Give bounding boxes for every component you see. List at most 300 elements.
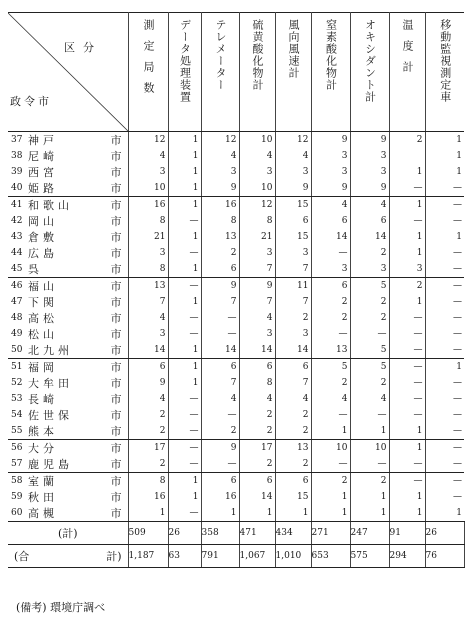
value-cell: 2 <box>239 407 275 423</box>
value-cell: — <box>453 216 462 226</box>
diagonal-divider <box>8 13 128 131</box>
value-cell: 14 <box>239 342 275 359</box>
value-cell: — <box>168 245 201 261</box>
row-number: 44 <box>11 248 23 258</box>
city-cell <box>28 164 128 180</box>
value-cell: 6 <box>201 359 239 376</box>
city-name: 室蘭 <box>28 475 58 488</box>
value-cell: 1 <box>389 489 425 505</box>
value-cell: — <box>453 476 462 486</box>
value-cell: — <box>201 310 239 326</box>
value-cell: 5 <box>350 278 389 295</box>
value-cell: — <box>389 213 425 229</box>
value-cell: 1 <box>350 505 389 522</box>
row-number: 56 <box>11 443 23 453</box>
row-number: 37 <box>11 135 23 145</box>
city-cell <box>28 229 128 245</box>
subtotal-value: 247 <box>350 522 389 545</box>
value-cell: — <box>389 359 425 376</box>
city-suffix: 市 <box>110 458 122 471</box>
value-cell: 1 <box>168 229 201 245</box>
city-suffix: 市 <box>110 393 122 406</box>
grand-total-value: 1,010 <box>275 545 311 568</box>
row-number: 54 <box>11 410 23 420</box>
value-cell: 2 <box>275 456 311 473</box>
value-cell: 4 <box>275 148 311 164</box>
city-suffix: 市 <box>110 247 122 260</box>
value-cell: 8 <box>128 261 168 278</box>
value-cell: 1 <box>456 151 462 161</box>
city-name: 長崎 <box>28 393 58 406</box>
subtotal-value: 271 <box>311 522 350 545</box>
city-cell <box>28 261 128 278</box>
value-cell: — <box>425 261 464 278</box>
row-number: 58 <box>11 476 23 486</box>
value-cell: 13 <box>128 278 168 295</box>
table-row <box>8 489 464 505</box>
value-cell: 13 <box>201 229 239 245</box>
value-cell: — <box>389 180 425 197</box>
city-suffix: 市 <box>110 409 122 422</box>
value-cell: 3 <box>239 326 275 342</box>
value-cell: — <box>389 456 425 473</box>
value-cell: 1 <box>456 167 462 177</box>
value-cell: 6 <box>239 359 275 376</box>
city-cell <box>28 505 128 522</box>
city-suffix: 市 <box>110 134 122 147</box>
table-row <box>8 310 464 326</box>
city-cell <box>28 440 128 457</box>
city-cell <box>28 456 128 473</box>
value-cell: 7 <box>239 294 275 310</box>
value-cell: 7 <box>239 261 275 278</box>
value-cell: — <box>168 423 201 440</box>
city-suffix: 市 <box>110 377 122 390</box>
row-number: 41 <box>11 200 23 210</box>
row-number: 50 <box>8 342 28 359</box>
value-cell: 3 <box>128 164 168 180</box>
city-suffix: 市 <box>110 166 122 179</box>
col-header-temperature: 温度計 <box>389 13 425 132</box>
value-cell: — <box>453 394 462 404</box>
subtotal-value: 358 <box>201 522 239 545</box>
value-cell: 9 <box>201 180 239 197</box>
table-row <box>8 132 464 149</box>
subtotal-value: 434 <box>275 522 311 545</box>
city-cell <box>28 326 128 342</box>
value-cell: 8 <box>239 375 275 391</box>
value-cell: 8 <box>201 213 239 229</box>
value-cell: — <box>350 456 389 473</box>
value-cell: 6 <box>201 473 239 490</box>
value-cell: — <box>453 329 462 339</box>
value-cell: — <box>389 375 425 391</box>
table-row <box>8 180 464 197</box>
row-number: 52 <box>11 378 23 388</box>
value-cell: 6 <box>275 213 311 229</box>
city-suffix: 市 <box>110 199 122 212</box>
city-name: 呉 <box>28 263 43 276</box>
city-cell <box>28 180 128 197</box>
row-number: 38 <box>11 151 23 161</box>
value-cell: 8 <box>128 213 168 229</box>
table-row <box>8 359 464 376</box>
value-cell: 1 <box>168 359 201 376</box>
table-row <box>8 197 464 214</box>
value-cell: 5 <box>350 359 389 376</box>
value-cell: 2 <box>389 132 425 149</box>
value-cell: 16 <box>201 489 239 505</box>
table-row <box>8 440 464 457</box>
value-cell: 1 <box>456 232 462 242</box>
value-cell: 1 <box>456 135 462 145</box>
value-cell: 10 <box>128 180 168 197</box>
value-cell: — <box>389 342 425 359</box>
row-number: 46 <box>11 281 23 291</box>
value-cell: 1 <box>168 342 201 359</box>
row-number: 48 <box>11 313 23 323</box>
value-cell: 4 <box>128 391 168 407</box>
value-cell: 1 <box>425 505 464 522</box>
row-number: 47 <box>11 297 23 307</box>
value-cell: — <box>425 423 464 440</box>
corner-header-cell <box>8 13 128 132</box>
value-cell: 1 <box>389 440 425 457</box>
value-cell: 1 <box>128 505 168 522</box>
table-row <box>8 213 464 229</box>
table-row <box>8 505 464 522</box>
value-cell: 16 <box>128 197 168 214</box>
city-cell <box>28 391 128 407</box>
city-cell <box>28 294 128 310</box>
value-cell: 5 <box>350 342 389 359</box>
value-cell: 3 <box>275 164 311 180</box>
value-cell: 2 <box>128 407 168 423</box>
value-cell: 1 <box>389 505 425 522</box>
table-row <box>8 229 464 245</box>
value-cell: — <box>350 326 389 342</box>
row-number: 49 <box>11 329 23 339</box>
value-cell: 5 <box>311 359 350 376</box>
city-name: 秋田 <box>28 491 58 504</box>
value-cell: — <box>168 310 201 326</box>
city-suffix: 市 <box>110 231 122 244</box>
city-cell <box>28 213 128 229</box>
city-name: 広島 <box>28 247 58 260</box>
value-cell: 9 <box>311 180 350 197</box>
value-cell: 3 <box>350 261 389 278</box>
city-cell <box>28 407 128 423</box>
grand-total-value: 1,067 <box>239 545 275 568</box>
city-cell <box>28 423 128 440</box>
col-header-telemeter: テレメーター <box>201 13 239 132</box>
grand-total-value: 1,187 <box>128 545 168 568</box>
value-cell: 2 <box>311 473 350 490</box>
value-cell: 8 <box>128 473 168 490</box>
value-cell: 2 <box>389 278 425 295</box>
city-name: 高槻 <box>28 507 58 520</box>
table-row <box>8 148 464 164</box>
value-cell: — <box>168 213 201 229</box>
value-cell: — <box>389 310 425 326</box>
value-cell: — <box>168 391 201 407</box>
value-cell: 4 <box>201 148 239 164</box>
value-cell: 7 <box>275 294 311 310</box>
value-cell: 12 <box>128 132 168 149</box>
value-cell: 14 <box>350 229 389 245</box>
value-cell: 2 <box>350 375 389 391</box>
value-cell: 4 <box>350 197 389 214</box>
value-cell: 1 <box>201 505 239 522</box>
city-suffix: 市 <box>110 361 122 374</box>
value-cell: 6 <box>128 359 168 376</box>
value-cell: 17 <box>128 440 168 457</box>
value-cell: 1 <box>168 180 201 197</box>
value-cell: — <box>168 278 201 295</box>
value-cell: 2 <box>311 375 350 391</box>
value-cell: 14 <box>201 342 239 359</box>
value-cell: 15 <box>275 197 311 214</box>
table-row <box>8 423 464 440</box>
value-cell: 16 <box>201 197 239 214</box>
value-cell: — <box>168 407 201 423</box>
value-cell: 1 <box>239 505 275 522</box>
grand-total-value: 76 <box>425 545 464 568</box>
city-suffix: 市 <box>110 442 122 455</box>
value-cell: 21 <box>128 229 168 245</box>
value-cell: 10 <box>239 180 275 197</box>
value-cell: 2 <box>311 310 350 326</box>
value-cell: 12 <box>239 197 275 214</box>
value-cell: 3 <box>311 164 350 180</box>
table-row <box>8 456 464 473</box>
grand-total-value: 294 <box>389 545 425 568</box>
value-cell: 12 <box>201 132 239 149</box>
value-cell: 9 <box>350 132 389 149</box>
value-cell: 3 <box>389 261 425 278</box>
value-cell: 3 <box>350 164 389 180</box>
value-cell: 16 <box>128 489 168 505</box>
subtotal-value: 26 <box>168 522 201 545</box>
header-row <box>8 13 464 132</box>
value-cell: 2 <box>350 473 389 490</box>
value-cell: 1 <box>389 164 425 180</box>
value-cell: — <box>425 180 464 197</box>
city-suffix: 市 <box>110 215 122 228</box>
value-cell: 9 <box>239 278 275 295</box>
value-cell: 10 <box>239 132 275 149</box>
city-name: 佐世保 <box>28 409 73 422</box>
value-cell: 2 <box>128 423 168 440</box>
value-cell: 1 <box>168 294 201 310</box>
value-cell: 3 <box>275 326 311 342</box>
value-cell: — <box>168 326 201 342</box>
table-row <box>8 278 464 295</box>
value-cell: 1 <box>168 473 201 490</box>
value-cell <box>389 148 425 164</box>
value-cell: — <box>453 248 462 258</box>
city-cell <box>28 132 128 149</box>
value-cell: 3 <box>275 245 311 261</box>
city-suffix: 市 <box>110 491 122 504</box>
city-suffix: 市 <box>110 182 122 195</box>
grand-total-label-left: (合 <box>14 550 30 563</box>
city-name: 下関 <box>28 296 58 309</box>
subtotal-value: 471 <box>239 522 275 545</box>
value-cell: 9 <box>201 440 239 457</box>
value-cell: 3 <box>311 261 350 278</box>
col-header-oxidant: オキシダント計 <box>350 13 389 132</box>
value-cell: 3 <box>128 245 168 261</box>
value-cell: 15 <box>275 229 311 245</box>
value-cell: 7 <box>275 261 311 278</box>
value-cell: 1 <box>389 229 425 245</box>
city-suffix: 市 <box>110 507 122 520</box>
value-cell: — <box>425 456 464 473</box>
table-body <box>8 132 464 568</box>
grand-total-label <box>8 545 128 568</box>
value-cell: 2 <box>311 294 350 310</box>
value-cell: 9 <box>201 278 239 295</box>
value-cell: 2 <box>201 423 239 440</box>
table-row <box>8 294 464 310</box>
city-name: 北九州 <box>28 344 73 357</box>
city-name: 尼崎 <box>28 150 58 163</box>
value-cell: — <box>453 297 462 307</box>
city-cell <box>28 473 128 490</box>
value-cell: 4 <box>201 391 239 407</box>
value-cell: 3 <box>128 326 168 342</box>
value-cell: — <box>201 456 239 473</box>
city-name: 岡山 <box>28 215 58 228</box>
value-cell: 6 <box>239 473 275 490</box>
city-name: 高松 <box>28 312 58 325</box>
value-cell: 4 <box>311 197 350 214</box>
city-cell <box>28 310 128 326</box>
value-cell: — <box>311 456 350 473</box>
city-cell <box>28 245 128 261</box>
value-cell: 1 <box>168 197 201 214</box>
city-cell <box>28 342 128 359</box>
value-cell: 1 <box>168 164 201 180</box>
subtotal-value: 91 <box>389 522 425 545</box>
value-cell: — <box>453 313 462 323</box>
row-number: 60 <box>8 505 28 522</box>
value-cell: — <box>389 391 425 407</box>
value-cell: — <box>168 440 201 457</box>
value-cell: 1 <box>350 423 389 440</box>
value-cell: 2 <box>350 294 389 310</box>
value-cell: 4 <box>239 148 275 164</box>
value-cell: 6 <box>275 473 311 490</box>
value-cell: 3 <box>201 164 239 180</box>
value-cell: — <box>350 407 389 423</box>
col-header-mobile-vehicle: 移動監視測定車 <box>425 13 464 132</box>
subtotal-row <box>8 522 464 545</box>
table-row <box>8 164 464 180</box>
corner-city-label: 政令市 <box>10 95 52 108</box>
value-cell: 13 <box>275 440 311 457</box>
value-cell: 1 <box>389 245 425 261</box>
value-cell: 1 <box>311 489 350 505</box>
grand-total-value: 63 <box>168 545 201 568</box>
value-cell: 9 <box>275 180 311 197</box>
value-cell: 3 <box>239 164 275 180</box>
city-name: 熊本 <box>28 425 58 438</box>
value-cell: 1 <box>168 132 201 149</box>
col-header-wind: 風向風速計 <box>275 13 311 132</box>
grand-total-label-right: 計) <box>106 550 122 563</box>
grand-total-row <box>8 545 464 568</box>
value-cell: — <box>168 456 201 473</box>
value-cell: 15 <box>275 489 311 505</box>
subtotal-label: (計) <box>8 522 128 545</box>
value-cell: 4 <box>311 391 350 407</box>
value-cell: — <box>425 342 464 359</box>
city-cell <box>28 148 128 164</box>
city-name: 倉敷 <box>28 231 58 244</box>
value-cell: 7 <box>201 375 239 391</box>
value-cell: — <box>311 245 350 261</box>
value-cell: 6 <box>201 261 239 278</box>
subtotal-value: 26 <box>425 522 464 545</box>
value-cell: — <box>453 378 462 388</box>
subtotal-value: 509 <box>128 522 168 545</box>
value-cell: 2 <box>350 245 389 261</box>
city-suffix: 市 <box>110 344 122 357</box>
monitoring-equipment-table <box>8 12 465 568</box>
value-cell: 2 <box>275 407 311 423</box>
value-cell: 2 <box>239 456 275 473</box>
value-cell: 8 <box>239 213 275 229</box>
city-suffix: 市 <box>110 475 122 488</box>
value-cell: 3 <box>239 245 275 261</box>
value-cell: — <box>201 407 239 423</box>
value-cell: — <box>389 326 425 342</box>
value-cell: — <box>453 200 462 210</box>
value-cell: — <box>389 473 425 490</box>
value-cell: 14 <box>128 342 168 359</box>
value-cell: 1 <box>168 148 201 164</box>
city-cell <box>28 489 128 505</box>
city-name: 松山 <box>28 328 58 341</box>
col-header-stations: 測定局数 <box>128 13 168 132</box>
value-cell: — <box>453 281 462 291</box>
table-row <box>8 407 464 423</box>
value-cell: 2 <box>275 310 311 326</box>
value-cell: 14 <box>311 229 350 245</box>
value-cell: 7 <box>128 294 168 310</box>
value-cell: 1 <box>311 423 350 440</box>
city-cell <box>28 359 128 376</box>
value-cell: 9 <box>128 375 168 391</box>
value-cell: 12 <box>275 132 311 149</box>
city-name: 神戸 <box>28 134 58 147</box>
value-cell: 1 <box>389 197 425 214</box>
value-cell: 1 <box>168 489 201 505</box>
value-cell: 21 <box>239 229 275 245</box>
city-name: 鹿児島 <box>28 458 73 471</box>
value-cell: 3 <box>350 148 389 164</box>
value-cell: — <box>453 443 462 453</box>
city-name: 姫路 <box>28 182 58 195</box>
city-cell <box>28 197 128 214</box>
value-cell: 4 <box>350 391 389 407</box>
row-number: 57 <box>8 456 28 473</box>
row-number: 59 <box>11 492 23 502</box>
city-suffix: 市 <box>110 263 122 276</box>
value-cell: 1 <box>168 375 201 391</box>
